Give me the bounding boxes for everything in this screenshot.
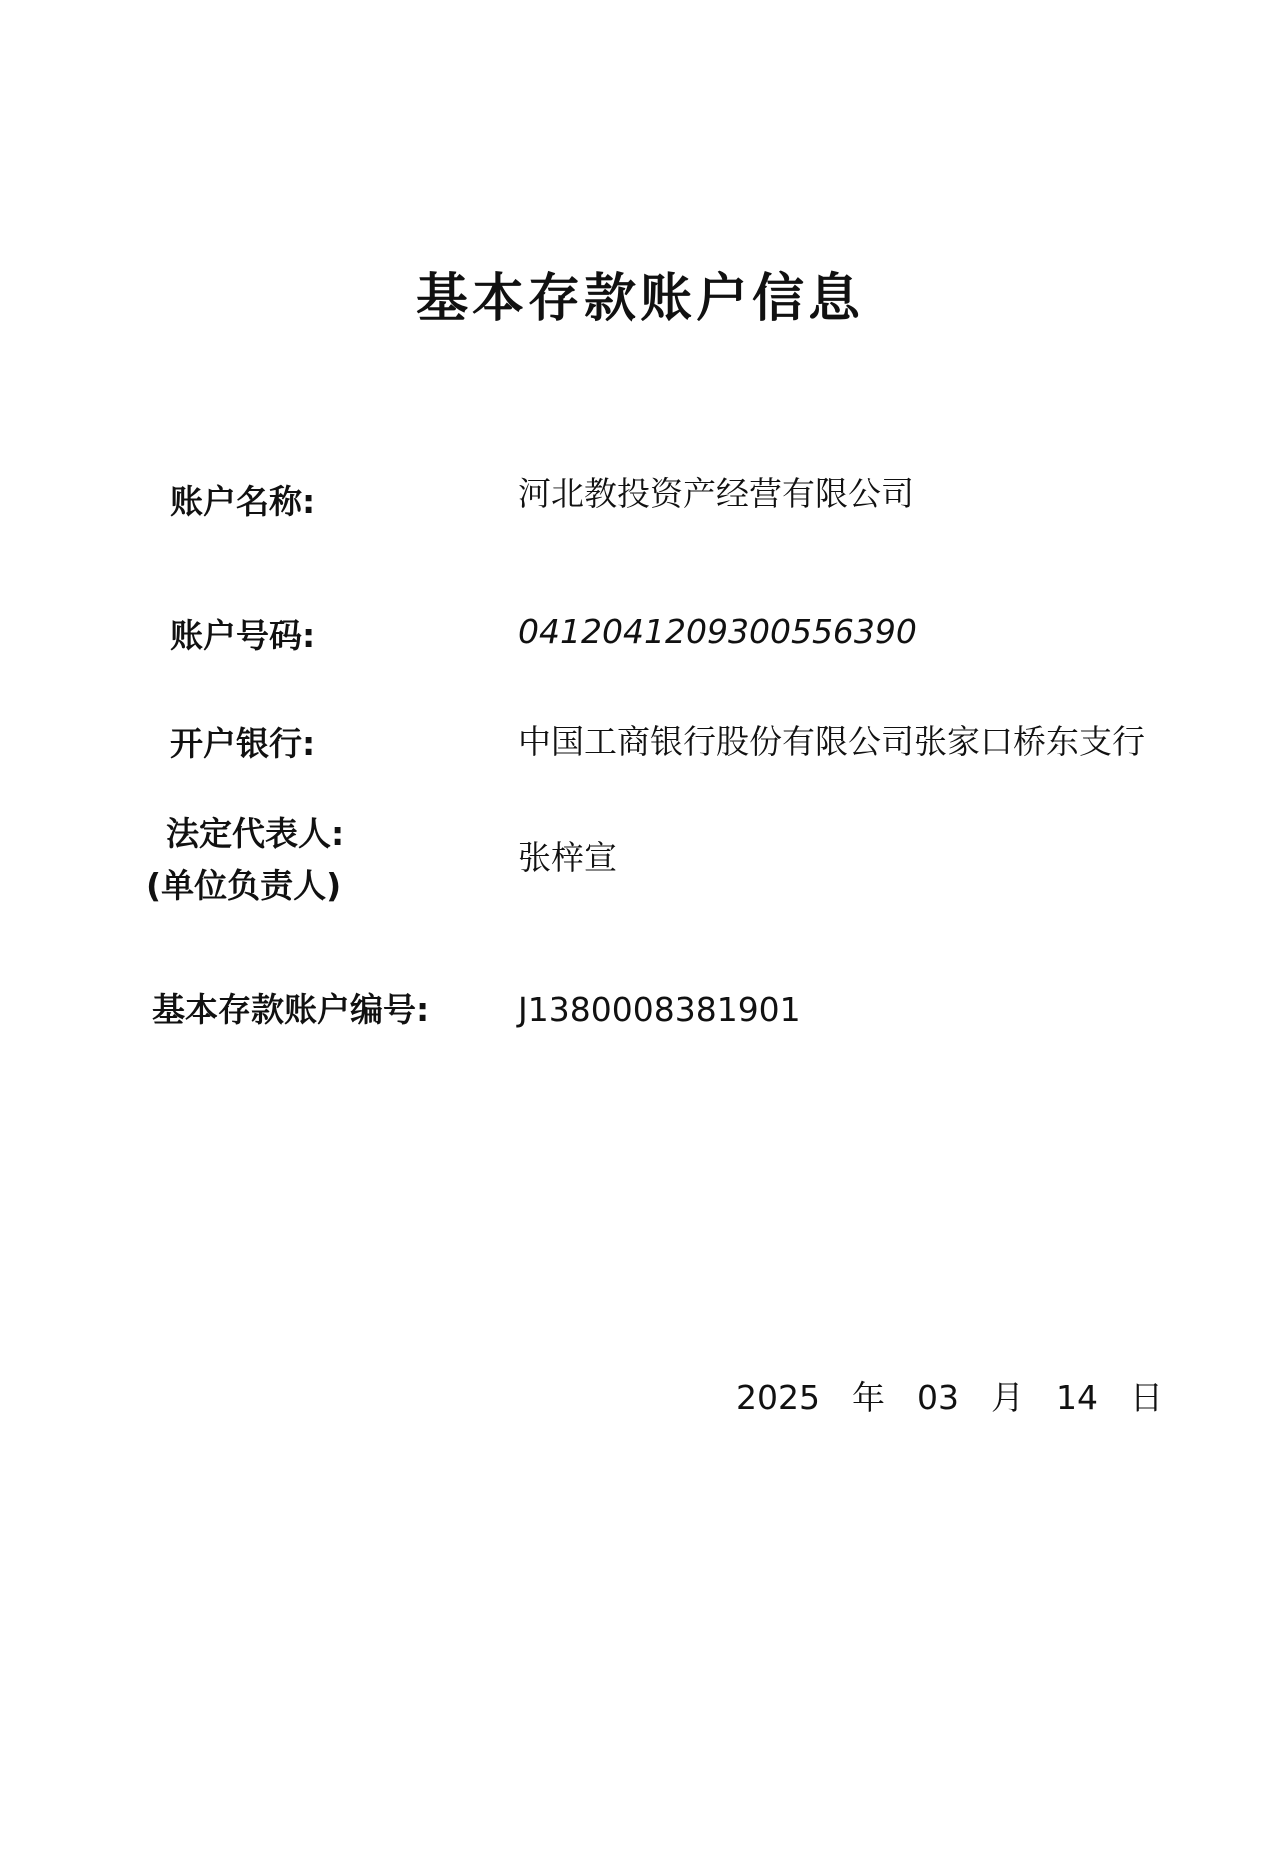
date-month: 03 bbox=[916, 1378, 959, 1417]
date-day: 14 bbox=[1055, 1378, 1098, 1417]
legal-representative-value: 张梓宣 bbox=[518, 838, 617, 877]
account-number-label: 账户号码: bbox=[170, 616, 316, 655]
date-day-unit: 日 bbox=[1129, 1378, 1163, 1417]
date-month-unit: 月 bbox=[990, 1378, 1024, 1417]
legal-representative-label: 法定代表人: bbox=[166, 814, 345, 853]
date-year-unit: 年 bbox=[851, 1378, 885, 1417]
bank-value: 中国工商银行股份有限公司张家口桥东支行 bbox=[518, 722, 1145, 761]
bank-label: 开户银行: bbox=[170, 724, 316, 763]
account-name-label: 账户名称: bbox=[170, 482, 316, 521]
document-date bbox=[736, 1378, 1163, 1418]
document-title: 基本存款账户信息 bbox=[415, 268, 864, 329]
account-number-value: 0412041209300556390 bbox=[518, 612, 917, 651]
date-year: 2025 bbox=[736, 1378, 820, 1417]
basic-account-number-value: J1380008381901 bbox=[518, 990, 801, 1029]
unit-head-label: (单位负责人) bbox=[146, 866, 342, 905]
basic-account-number-label: 基本存款账户编号: bbox=[152, 990, 430, 1029]
account-name-value: 河北教投资产经营有限公司 bbox=[518, 474, 914, 513]
